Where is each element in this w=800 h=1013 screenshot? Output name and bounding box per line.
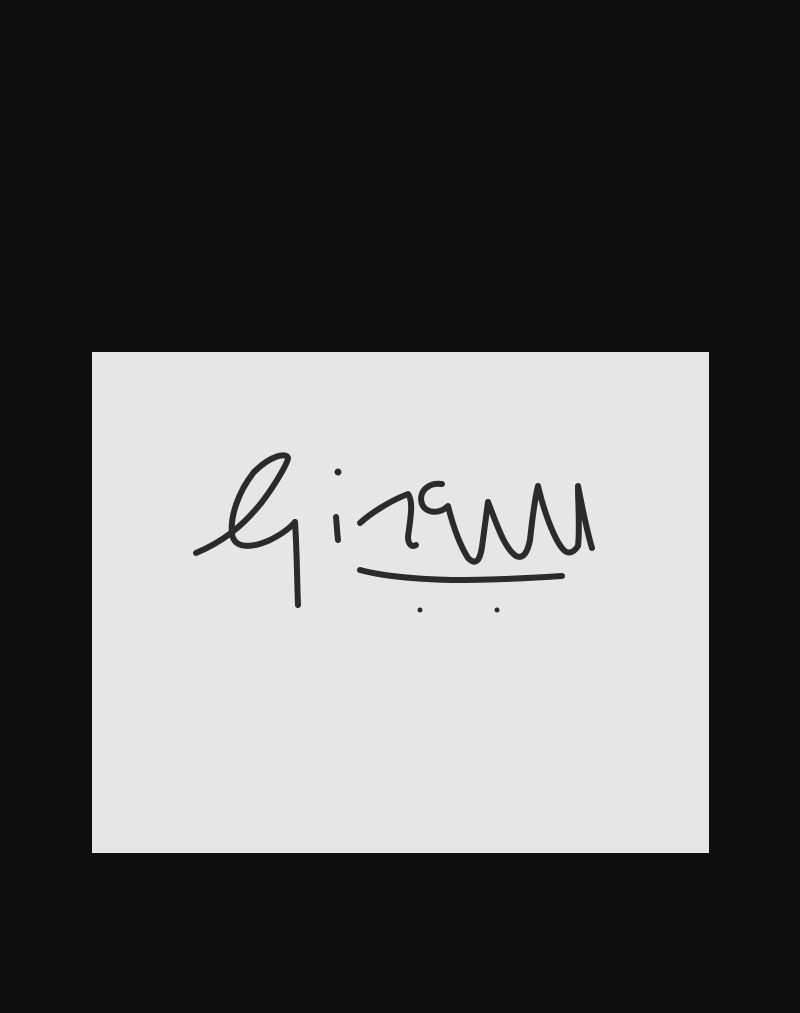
signature-dot-2: [495, 608, 500, 613]
handwritten-signature: [92, 352, 709, 853]
signature-stroke-r: [360, 494, 416, 546]
signature-stroke-u: [488, 486, 592, 557]
signature-dot-1: [418, 608, 423, 613]
signature-underline: [360, 570, 562, 580]
paper-sheet: [92, 352, 709, 853]
signature-stroke-i: [336, 517, 338, 540]
signature-stroke-descender: [295, 522, 298, 605]
signature-stroke-g: [196, 455, 295, 553]
signature-stroke-q: [421, 484, 488, 562]
signature-dot-i: [335, 469, 342, 476]
